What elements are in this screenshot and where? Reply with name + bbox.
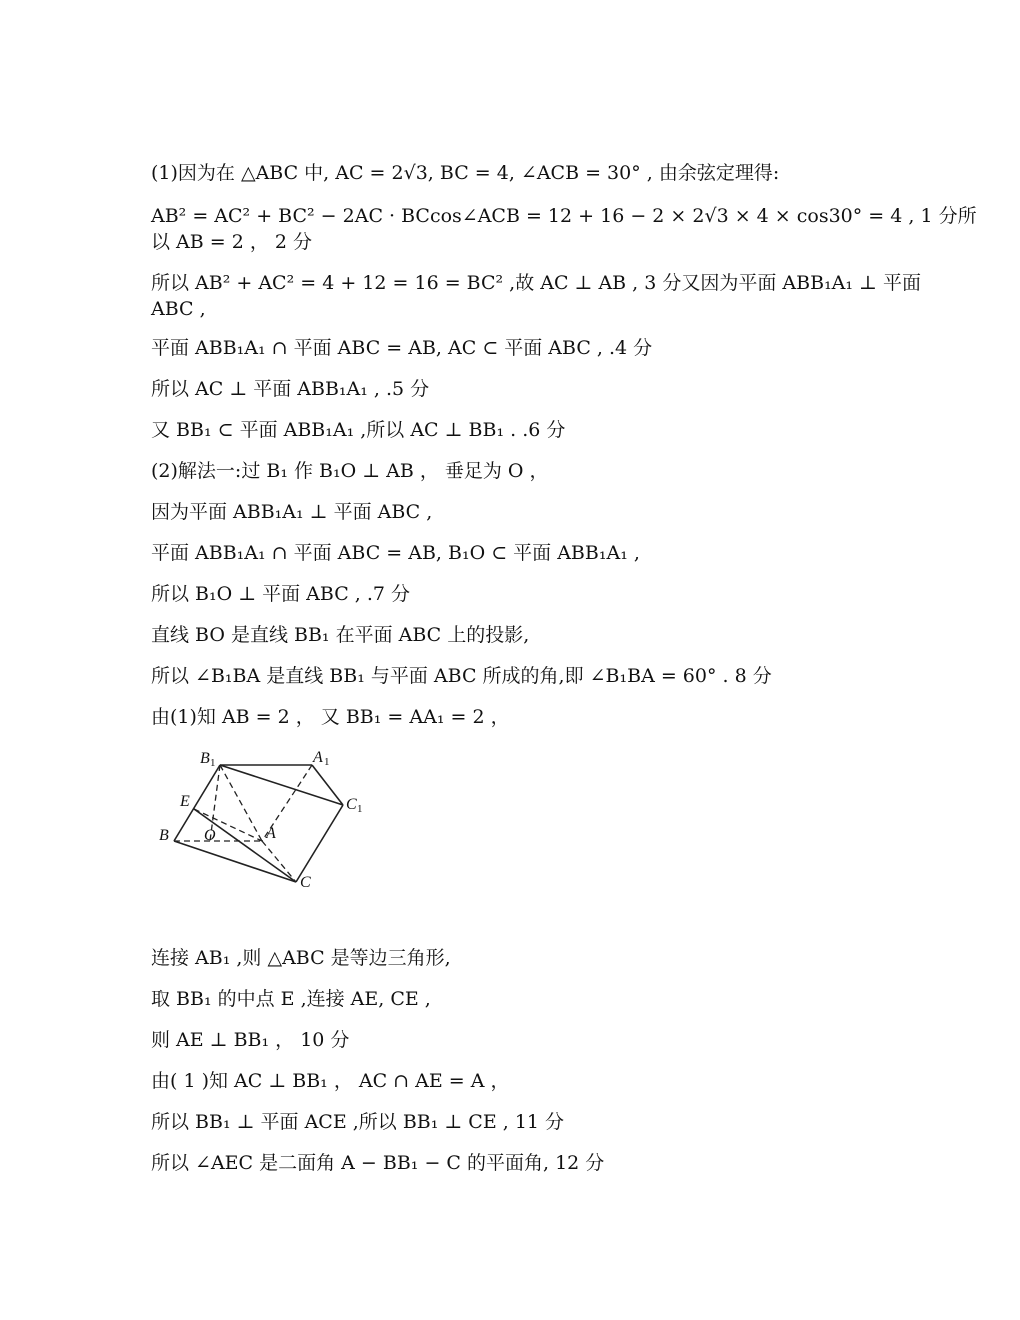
text-line-part2-method1: (2)解法一:过 B₁ 作 B₁O ⊥ AB ， 垂足为 O ， (151, 460, 549, 482)
text-line-projection: 直线 BO 是直线 BB₁ 在平面 ABC 上的投影, (151, 624, 530, 646)
text-line-angle-60: 所以 ∠B₁BA 是直线 BB₁ 与平面 ABC 所成的角,即 ∠B₁BA = 60° . 8 分 (151, 665, 772, 687)
text-line-midpoint-e: 取 BB₁ 的中点 E ,连接 AE, CE , (151, 988, 431, 1010)
text-line-ab-equals-2: 以 AB = 2 ， 2 分 (151, 231, 313, 253)
text-line-bb1-perp-plane-ace: 所以 BB₁ ⊥ 平面 ACE ,所以 BB₁ ⊥ CE , 11 分 (151, 1111, 565, 1133)
edge-e-c (194, 809, 296, 882)
label-e: E (180, 793, 190, 810)
text-line-ac-perp-ab: 所以 AB² + AC² = 4 + 12 = 16 = BC² ,故 AC ⊥ AB , 3 分又因为平面 ABB₁A₁ ⊥ 平面 (151, 272, 921, 294)
edge-c1-c (296, 805, 343, 882)
label-c1: C (346, 796, 357, 813)
text-line-b1o-perp-plane: 所以 B₁O ⊥ 平面 ABC , .7 分 (151, 583, 411, 605)
text-line-intersection-b1o: 平面 ABB₁A₁ ∩ 平面 ABC = AB, B₁O ⊂ 平面 ABB₁A₁ , (151, 542, 640, 564)
text-line-dihedral-angle: 所以 ∠AEC 是二面角 A − BB₁ − C 的平面角, 12 分 (151, 1152, 605, 1174)
prism-diagram (150, 745, 380, 895)
text-line-ac-perp-bb1-again: 由( 1 )知 AC ⊥ BB₁ ， AC ∩ AE = A ， (151, 1070, 510, 1092)
text-line-plane-intersection: 平面 ABB₁A₁ ∩ 平面 ABC = AB, AC ⊂ 平面 ABC , .4 分 (151, 337, 653, 359)
label-b1: B (200, 750, 210, 767)
text-line-plane-abc: ABC , (151, 298, 206, 320)
label-c1-sub: 1 (357, 803, 363, 815)
edge-a1-c1 (312, 765, 343, 805)
text-line-law-of-cosines: AB² = AC² + BC² − 2AC · BCcos∠ACB = 12 + 16 − 2 × 2√3 × 4 × cos30° = 4 , 1 分所 (151, 205, 977, 227)
edge-b1-c1 (220, 765, 343, 805)
text-line-ac-perp-bb1: 又 BB₁ ⊂ 平面 ABB₁A₁ ,所以 AC ⊥ BB₁ . .6 分 (151, 419, 566, 441)
text-line-equilateral: 连接 AB₁ ,则 △ABC 是等边三角形, (151, 947, 451, 969)
label-o: O (204, 827, 216, 844)
text-line-planes-perp: 因为平面 ABB₁A₁ ⊥ 平面 ABC , (151, 501, 433, 523)
label-a1-sub: 1 (324, 756, 330, 768)
text-line-ae-perp-bb1: 则 AE ⊥ BB₁ ， 10 分 (151, 1029, 350, 1051)
label-a1: A (313, 749, 323, 766)
label-b: B (159, 827, 169, 844)
label-b1-sub: 1 (210, 757, 216, 769)
label-c: C (300, 874, 311, 891)
label-a: A (266, 825, 276, 842)
text-line-ac-perp-plane: 所以 AC ⊥ 平面 ABB₁A₁ , .5 分 (151, 378, 430, 400)
edge-b-c (174, 841, 296, 882)
text-line-part1-intro: (1)因为在 △ABC 中, AC = 2√3, BC = 4, ∠ACB = 30° , 由余弦定理得: (151, 162, 780, 184)
text-line-from-part1: 由(1)知 AB = 2 ， 又 BB₁ = AA₁ = 2 ， (151, 706, 510, 728)
